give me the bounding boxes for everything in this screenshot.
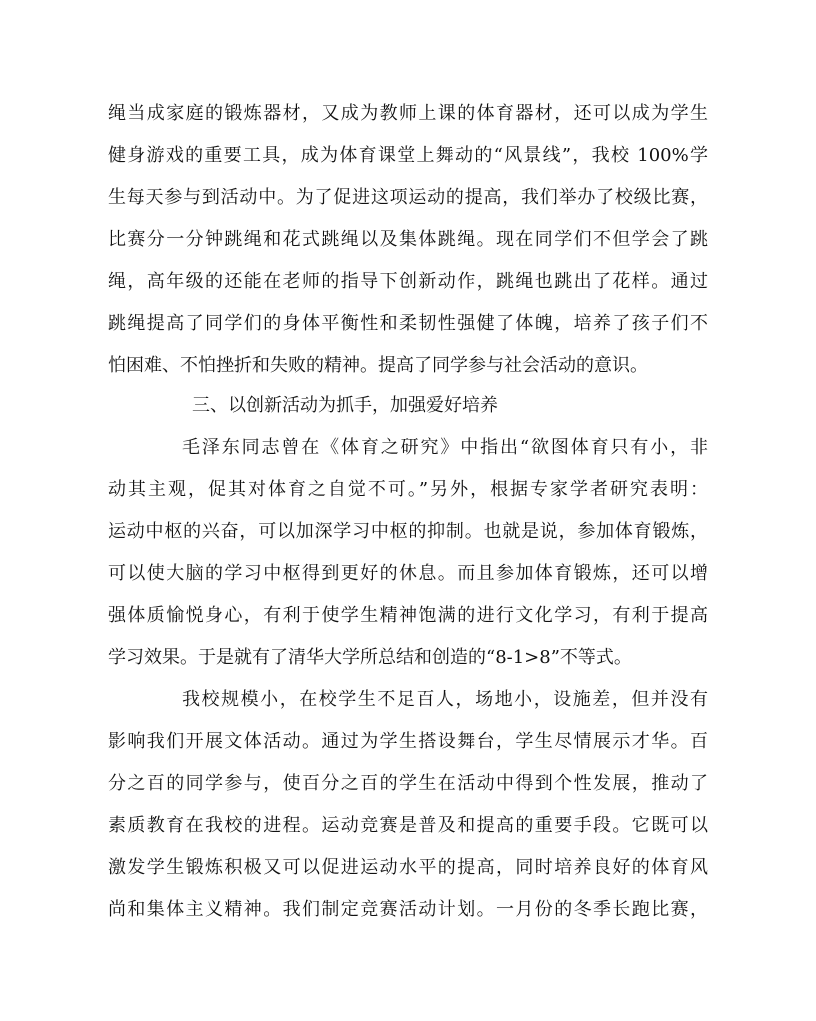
text-line: 我校规模小，在校学生不足百人，场地小，设施差，但并没有 xyxy=(182,689,708,710)
text-line: 健身游戏的重要工具，成为体育课堂上舞动的“风景线”，我校 100%学 xyxy=(108,145,708,166)
paragraph-school-activities xyxy=(108,683,708,927)
text-line: 学习效果。于是就有了清华大学所总结和创造的“8-1>8”不等式。 xyxy=(108,647,632,668)
paragraph-jump-rope xyxy=(108,97,708,383)
text-line: 绳，高年级的还能在老师的指导下创新动作，跳绳也跳出了花样。通过 xyxy=(108,271,708,292)
text-line: 生每天参与到活动中。为了促进这项运动的提高，我们举办了校级比赛， xyxy=(108,187,708,208)
text-line: 动其主观，促其对体育之自觉不可。”另外，根据专家学者研究表明： xyxy=(108,479,708,500)
section-heading: 三、以创新活动为抓手，加强爱好培养 xyxy=(192,395,498,416)
text-line: 怕困难、不怕挫折和失败的精神。提高了同学参与社会活动的意识。 xyxy=(108,355,648,376)
paragraph-mao-quote xyxy=(108,431,708,675)
text-line: 比赛分一分钟跳绳和花式跳绳以及集体跳绳。现在同学们不但学会了跳 xyxy=(108,229,708,250)
text-line: 毛泽东同志曾在《体育之研究》中指出“欲图体育只有小，非 xyxy=(182,437,708,458)
text-line: 可以使大脑的学习中枢得到更好的休息。而且参加体育锻炼，还可以增 xyxy=(108,563,708,584)
text-line: 跳绳提高了同学们的身体平衡性和柔韧性强健了体魄，培养了孩子们不 xyxy=(108,313,708,334)
text-line: 尚和集体主义精神。我们制定竞赛活动计划。一月份的冬季长跑比赛， xyxy=(108,899,708,920)
text-line: 强体质愉悦身心，有利于使学生精神饱满的进行文化学习，有利于提高 xyxy=(108,605,708,626)
text-line: 激发学生锻炼积极又可以促进运动水平的提高，同时培养良好的体育风 xyxy=(108,857,708,878)
text-line: 素质教育在我校的进程。运动竞赛是普及和提高的重要手段。它既可以 xyxy=(108,815,708,836)
text-line: 运动中枢的兴奋，可以加深学习中枢的抑制。也就是说，参加体育锻炼， xyxy=(108,521,708,542)
text-line: 分之百的同学参与，使百分之百的学生在活动中得到个性发展，推动了 xyxy=(108,773,708,794)
text-line: 影响我们开展文体活动。通过为学生搭设舞台，学生尽情展示才华。百 xyxy=(108,731,708,752)
text-line: 绳当成家庭的锻炼器材，又成为教师上课的体育器材，还可以成为学生 xyxy=(108,103,708,124)
document-body xyxy=(108,97,708,927)
